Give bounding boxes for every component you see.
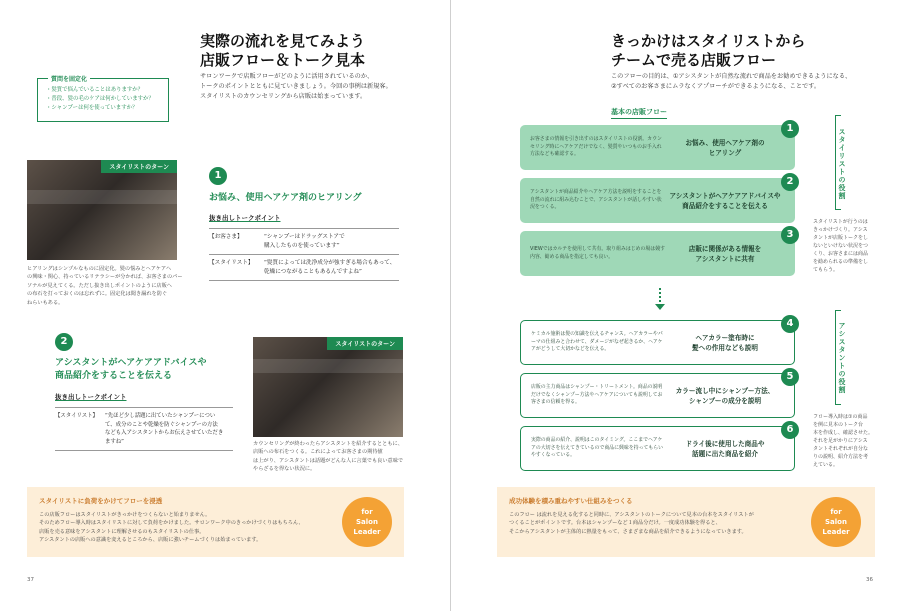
step1-number: 1 (209, 167, 227, 185)
caption-line: の布石を打っておくのは忘れずに。固定化は聞き漏れを防ぐ (27, 291, 168, 298)
salon-leader-badge (811, 497, 861, 547)
note-line: タントが店販トークをし (813, 235, 869, 241)
turn-tag: スタイリストのターン (101, 160, 177, 173)
left-intro-line: サロンワークで店販フローがどのように活用されているのか、 (200, 73, 374, 80)
flow-step-number: 4 (781, 315, 799, 333)
dialog-line: 購入したものを使っています” (264, 242, 340, 249)
left-intro-line: トークのポイントとともに見ていきましょう。今回の事例は新規客。 (200, 83, 392, 90)
note-line: それを足がかりにアシス (813, 438, 868, 444)
tip-line: つくることがポイントです。台本はシャンプーなど１商品分だけ。一度成功体験を得ると、 (509, 520, 721, 527)
step-label: カラー流し中にシャンプー方法、 (675, 386, 775, 395)
step-description: 店販の主力商品はシャンプー・トリートメント。商品の説明だけでなくシャンプー方法やヘアケアについても説明してお客さまの信頼を得る。 (531, 384, 663, 406)
dialog-speaker: 【お客さま】 (209, 234, 243, 240)
leader-tip-body (39, 511, 339, 545)
step-description: お客さまの情報を引き出すのはスタイリストの役割。カウンセリング時にヘアケアだけでなく、髪質やいつものお手入れ方法なども確認する。 (530, 136, 662, 158)
tip-line: 店販を売る意味をアシスタントに理解させるのもスタイリストの仕事。 (39, 528, 205, 535)
dialog-row (209, 229, 399, 255)
step2-heading-line: アシスタントがヘアケアアドバイスや (55, 358, 207, 368)
success-tip-title: 成功体験を積み重ねやすい仕組みをつくる (509, 497, 633, 505)
dialog-line: “髪質によっては洗浄成分が強すぎる場合もあって、 (264, 260, 396, 266)
dialog-line: “先ほど少し話題に出ていたシャンプーについ (105, 413, 216, 419)
note-line: きっかけづくり。アシス (813, 227, 868, 233)
badge-line: Salon (356, 518, 378, 526)
step-label: 商品紹介をすることを伝える (682, 201, 768, 210)
flow-step-1 (520, 125, 795, 170)
step-label: 話題に出た商品を紹介 (692, 449, 758, 458)
step1-point-label: 抜き出しトークポイント (209, 214, 281, 222)
step-label: アシスタントがヘアケアアドバイスや (669, 191, 781, 200)
note-line: くり、お客さまには商品 (813, 251, 869, 257)
dialog-speaker: 【スタイリスト】 (209, 260, 254, 266)
salon-leader-badge (342, 497, 392, 547)
right-intro (611, 72, 881, 92)
stylist-role-note (813, 218, 888, 274)
note-line: えている。 (813, 462, 839, 468)
step-description: ケミカル施術は髪の知識を伝えるチャンス。ヘアカラーやパーマの仕組みと合わせて、ダメージがなぜ起きるか、ヘアケアがどうして大切かなどを伝える。 (531, 331, 663, 353)
photo2-caption (253, 440, 413, 474)
note-line: スタイリストが行うのは (813, 219, 868, 225)
badge-line: for (361, 508, 373, 516)
left-title-line1: 実際の流れを見てみよう (200, 32, 366, 50)
step-label: 髪への作用なども説明 (692, 343, 758, 352)
right-title-line2: チームで売る店販フロー (611, 51, 777, 69)
step1-heading: お悩み、使用ヘアケア剤のヒアリング (209, 193, 362, 203)
flow-step-2 (520, 178, 795, 223)
note-line: を勧められるの準備をし (813, 259, 869, 265)
step1-dialog (209, 228, 399, 281)
note-line: てもらう。 (813, 267, 839, 273)
dialog-line: “シャンプーはドラッグストアで (264, 234, 345, 240)
questions-callout (37, 78, 169, 122)
right-title (611, 32, 805, 70)
badge-line: for (830, 508, 842, 516)
photo-assistant-introduction (253, 337, 403, 437)
left-title (200, 32, 365, 70)
badge-line: Leader (822, 528, 850, 536)
question-item: ・髪質で悩んでいることはありますか？ (46, 87, 144, 93)
right-page (450, 0, 900, 611)
question-item: ・普段、髪の毛のケアは何かしていますか？ (46, 96, 154, 102)
note-line: 本を作成し、確認させた。 (813, 430, 874, 436)
flow-step-number: 2 (781, 173, 799, 191)
success-tip-box (497, 487, 875, 557)
step-description: VIEWではカルテを使用して共有。取り組みはじめの場は競す内容、勧める商品を指定しても良い。 (530, 245, 665, 260)
note-line: タントそれぞれが自分な (813, 446, 869, 452)
step-description: アシスタントが商品紹介やヘアケア方法を説明をすることを自然の流れに組み込むことで、アシスタントが話しやすい状況をつくる。 (530, 189, 662, 211)
badge-line: Salon (825, 518, 847, 526)
flow-step-4 (520, 320, 795, 365)
step-label: アシスタントに共有 (695, 254, 755, 263)
step-description: 実際の商品の紹介、説明はこのタイミング。ここまでヘアケアの大切さを伝えてきているので商品に興味を持ってもらいやすくなっている。 (531, 437, 664, 459)
dialog-line: ますね” (105, 438, 124, 445)
flow-step-number: 6 (781, 421, 799, 439)
caption-line: は上がり、アシスタントは話題がどんな人に言葉でも良い意味で (253, 457, 404, 464)
tip-line: アシスタントの店販への意識を変えるところから、店販に強いチームづくりは始まっています。 (39, 537, 262, 544)
flow-step-5 (520, 373, 795, 418)
right-title-line1: きっかけはスタイリストから (611, 32, 806, 50)
turn-tag: スタイリストのターン (327, 337, 403, 350)
step-label: お悩み、使用ヘアケア剤の (685, 138, 765, 147)
step2-point-label: 抜き出しトークポイント (55, 393, 127, 401)
dialog-line: 乾燥につながることもあるんですよね” (264, 268, 362, 275)
left-intro-line: スタイリストのカウンセリングから店販は始まっています。 (200, 93, 367, 100)
caption-line: 店販への布石をつくる。これによってお客さまの期待値 (253, 449, 383, 456)
page-number: 36 (866, 577, 873, 583)
caption-line: ねらいもある。 (27, 299, 64, 306)
tip-line: そこからアシスタントが主体的に熱量をもって、さまざまな商品を紹介できるようになっていきます。 (509, 528, 747, 535)
caption-line: カウンセリングが終わったらアシスタントを紹介するとともに、 (253, 441, 403, 447)
note-line: を例に見本のトーク台 (813, 422, 864, 428)
assistant-role-label: アシスタントの役割 (838, 322, 846, 394)
success-tip-body (509, 511, 809, 536)
flow-title: 基本の店販フロー (611, 107, 667, 119)
arrow-down-icon (655, 304, 665, 310)
note-line: フロー導入時は①の商品 (813, 414, 868, 420)
flow-step-6 (520, 426, 795, 471)
page-number: 37 (27, 577, 34, 583)
note-line: りの説明、紹介方法を考 (813, 454, 869, 460)
step-label: ドライ後に使用した商品や (685, 439, 765, 448)
step-label: 店販に関係がある情報を (688, 244, 762, 253)
left-intro (200, 72, 440, 102)
dialog-row (209, 255, 399, 281)
step-label: シャンプーの成分を説明 (688, 396, 762, 405)
dialog-line: て、成分のことや乾燥を防ぐシャンプーの方法 (105, 421, 218, 428)
note-line: ないといけない状況をつ (813, 243, 869, 249)
right-intro-line: このフローの目的は、①アシスタントが自然な流れで商品をお勧めできるようになる、 (611, 73, 852, 80)
left-title-line2: 店販フロー＆トーク見本 (200, 51, 366, 69)
flow-step-number: 5 (781, 368, 799, 386)
caption-line: ソナルが見えてくる。ただし抜き出しポイントのように店販へ (27, 282, 172, 289)
step-label: ヒアリング (708, 148, 742, 157)
photo1-caption (27, 265, 187, 307)
step2-dialog (55, 407, 233, 451)
caption-line: の興味・関心、持っているリテラシーが分かれば、お客さまのパー (27, 274, 183, 281)
dialog-line: なども入アシスタントからお伝えさせていただき (105, 430, 224, 436)
step-label: ヘアカラー塗布時に (695, 333, 755, 342)
step2-heading (55, 357, 207, 383)
step2-number: 2 (55, 333, 73, 351)
leader-tip-title: スタイリストに負荷をかけてフローを浸透 (39, 497, 163, 505)
tip-line: このフロー は流れを見える化すると同時に、アシスタントのトークについて見本の台本をスタイリストが (509, 512, 754, 518)
caption-line: ヒアリングはシンプルなものに固定化。髪の悩みとヘアケアへ (27, 266, 172, 272)
question-item: ・シャンプーは何を使っていますか？ (46, 105, 138, 111)
leader-tip-box (27, 487, 404, 557)
photo-stylist-counseling (27, 160, 177, 260)
tip-line: そのためフロー導入時はスタイリストに対して負荷をかけました。サロンワーク中のきっかけづくりはもちろん、 (39, 520, 304, 527)
assistant-role-note (813, 413, 888, 469)
dialog-speaker: 【スタイリスト】 (55, 413, 98, 419)
caption-line: やらざるを得ない状況に。 (253, 466, 316, 473)
flow-step-number: 1 (781, 120, 799, 138)
questions-title: 質問を固定化 (48, 74, 90, 83)
flow-step-number: 3 (781, 226, 799, 244)
stylist-role-label: スタイリストの役割 (838, 128, 846, 200)
step2-heading-line: 商品紹介をすることを伝える (55, 371, 173, 381)
flow-step-3 (520, 231, 795, 276)
tip-line: この店販フローはスタイリストがきっかけをつくらないと始まりません。 (39, 512, 211, 518)
badge-line: Leader (353, 528, 381, 536)
right-intro-line: ②すべてのお客さまにムラなくアプローチができるようになる、ことです。 (611, 83, 821, 90)
